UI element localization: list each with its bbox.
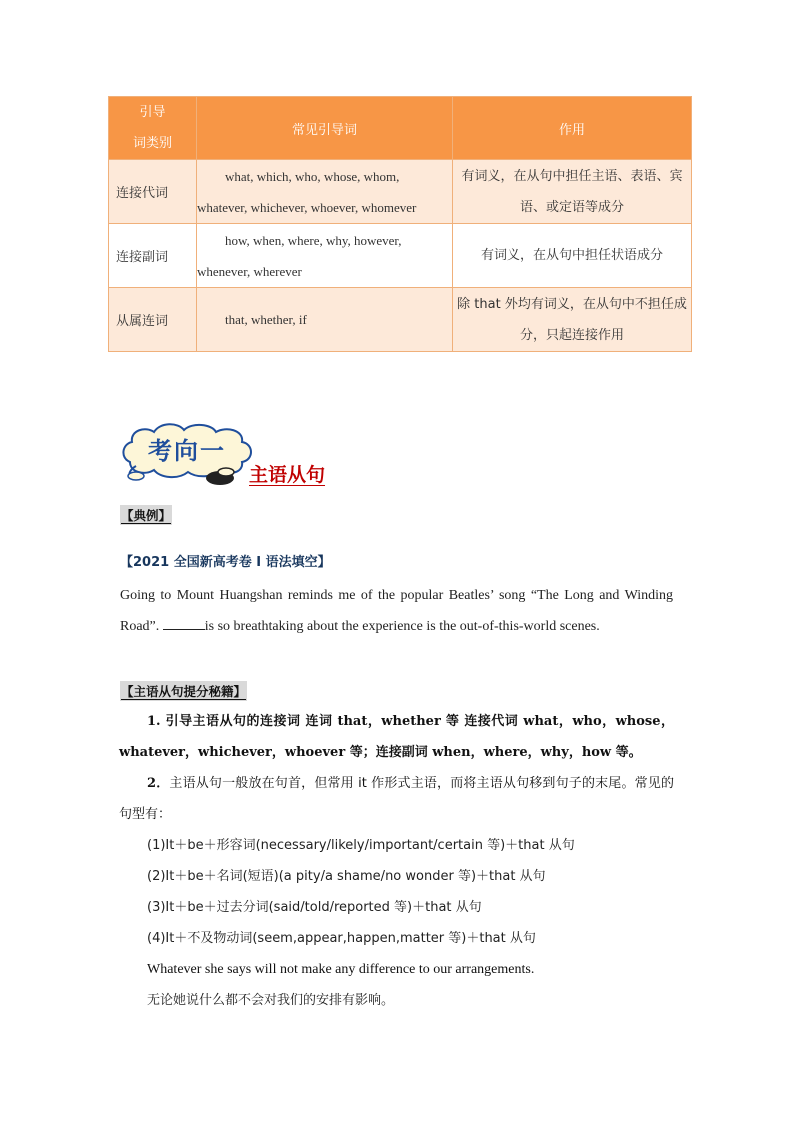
header-words: 常见引导词 xyxy=(197,97,453,160)
row-function: 除 that 外均有词义，在从句中不担任成分，只起连接作用 xyxy=(453,288,692,352)
example-text-after: is so breathtaking about the experience is the out-of-this-world scenes. xyxy=(204,619,600,634)
tip-1: 1. 引导主语从句的连接词 连词 that，whether 等 连接代词 what，who，whose，whatever，whichever，whoever 等；连接副词 when，where，why，how 等。 xyxy=(119,714,674,760)
pattern-1: (1)It＋be＋形容词(necessary/likely/important/certain 等)＋that 从句 xyxy=(147,838,575,853)
header-function: 作用 xyxy=(453,97,692,160)
badge-label: 考向一 xyxy=(148,436,226,465)
connector-table xyxy=(108,96,692,352)
tip-2 xyxy=(119,768,674,830)
row-words-line2: whatever, whichever, whoever, whomever xyxy=(197,199,417,215)
header-category-line1: 引导 xyxy=(139,105,166,120)
example-sentence-en: Whatever she says will not make any difference to our arrangements. xyxy=(147,962,535,977)
pattern-2: (2)It＋be＋名词(短语)(a pity/a shame/no wonder 等)＋that 从句 xyxy=(147,869,546,884)
row-function: 有词义，在从句中担任主语、表语、宾语、或定语等成分 xyxy=(453,160,692,224)
row-words-line1: what, which, who, whose, whom, xyxy=(225,168,400,184)
row-words-line1: that, whether, if xyxy=(225,312,307,327)
table-row xyxy=(109,288,692,352)
section-title: 主语从句 xyxy=(249,464,326,486)
example-source: 【2021 全国新高考卷 I 语法填空】 xyxy=(120,555,331,570)
section-badge xyxy=(116,422,256,488)
example-sentence-zh: 无论她说什么都不会对我们的安排有影响。 xyxy=(147,993,395,1008)
row-words xyxy=(197,288,453,352)
row-function: 有词义，在从句中担任状语成分 xyxy=(453,224,692,288)
row-category: 连接副词 xyxy=(109,224,197,288)
answer-blank[interactable] xyxy=(163,615,205,630)
tip-2-text: 主语从句一般放在句首，但常用 it 作形式主语，而将主语从句移到句子的末尾。常见的句型有： xyxy=(119,776,675,822)
row-category: 从属连词 xyxy=(109,288,197,352)
tips-tag: 【主语从句提分秘籍】 xyxy=(120,681,247,701)
tips-block xyxy=(119,706,674,1016)
tip-2-number: 2． xyxy=(147,776,170,791)
table-row xyxy=(109,160,692,224)
example-text-before: Going to Mount Huangshan reminds me of the popular Beatles’ song “The Long and Winding Road”. xyxy=(120,588,673,634)
header-category xyxy=(109,97,197,160)
row-words xyxy=(197,160,453,224)
row-category: 连接代词 xyxy=(109,160,197,224)
row-words xyxy=(197,224,453,288)
pattern-4: (4)It＋不及物动词(seem,appear,happen,matter 等)＋that 从句 xyxy=(147,931,536,946)
example-passage xyxy=(120,580,673,642)
row-words-line2: whenever, wherever xyxy=(197,263,302,279)
header-category-line2: 词类别 xyxy=(132,136,172,151)
row-words-line1: how, when, where, why, however, xyxy=(225,232,402,248)
table-row xyxy=(109,224,692,288)
table-header-row xyxy=(109,97,692,160)
example-tag: 【典例】 xyxy=(120,505,172,525)
pattern-3: (3)It＋be＋过去分词(said/told/reported 等)＋that 从句 xyxy=(147,900,482,915)
